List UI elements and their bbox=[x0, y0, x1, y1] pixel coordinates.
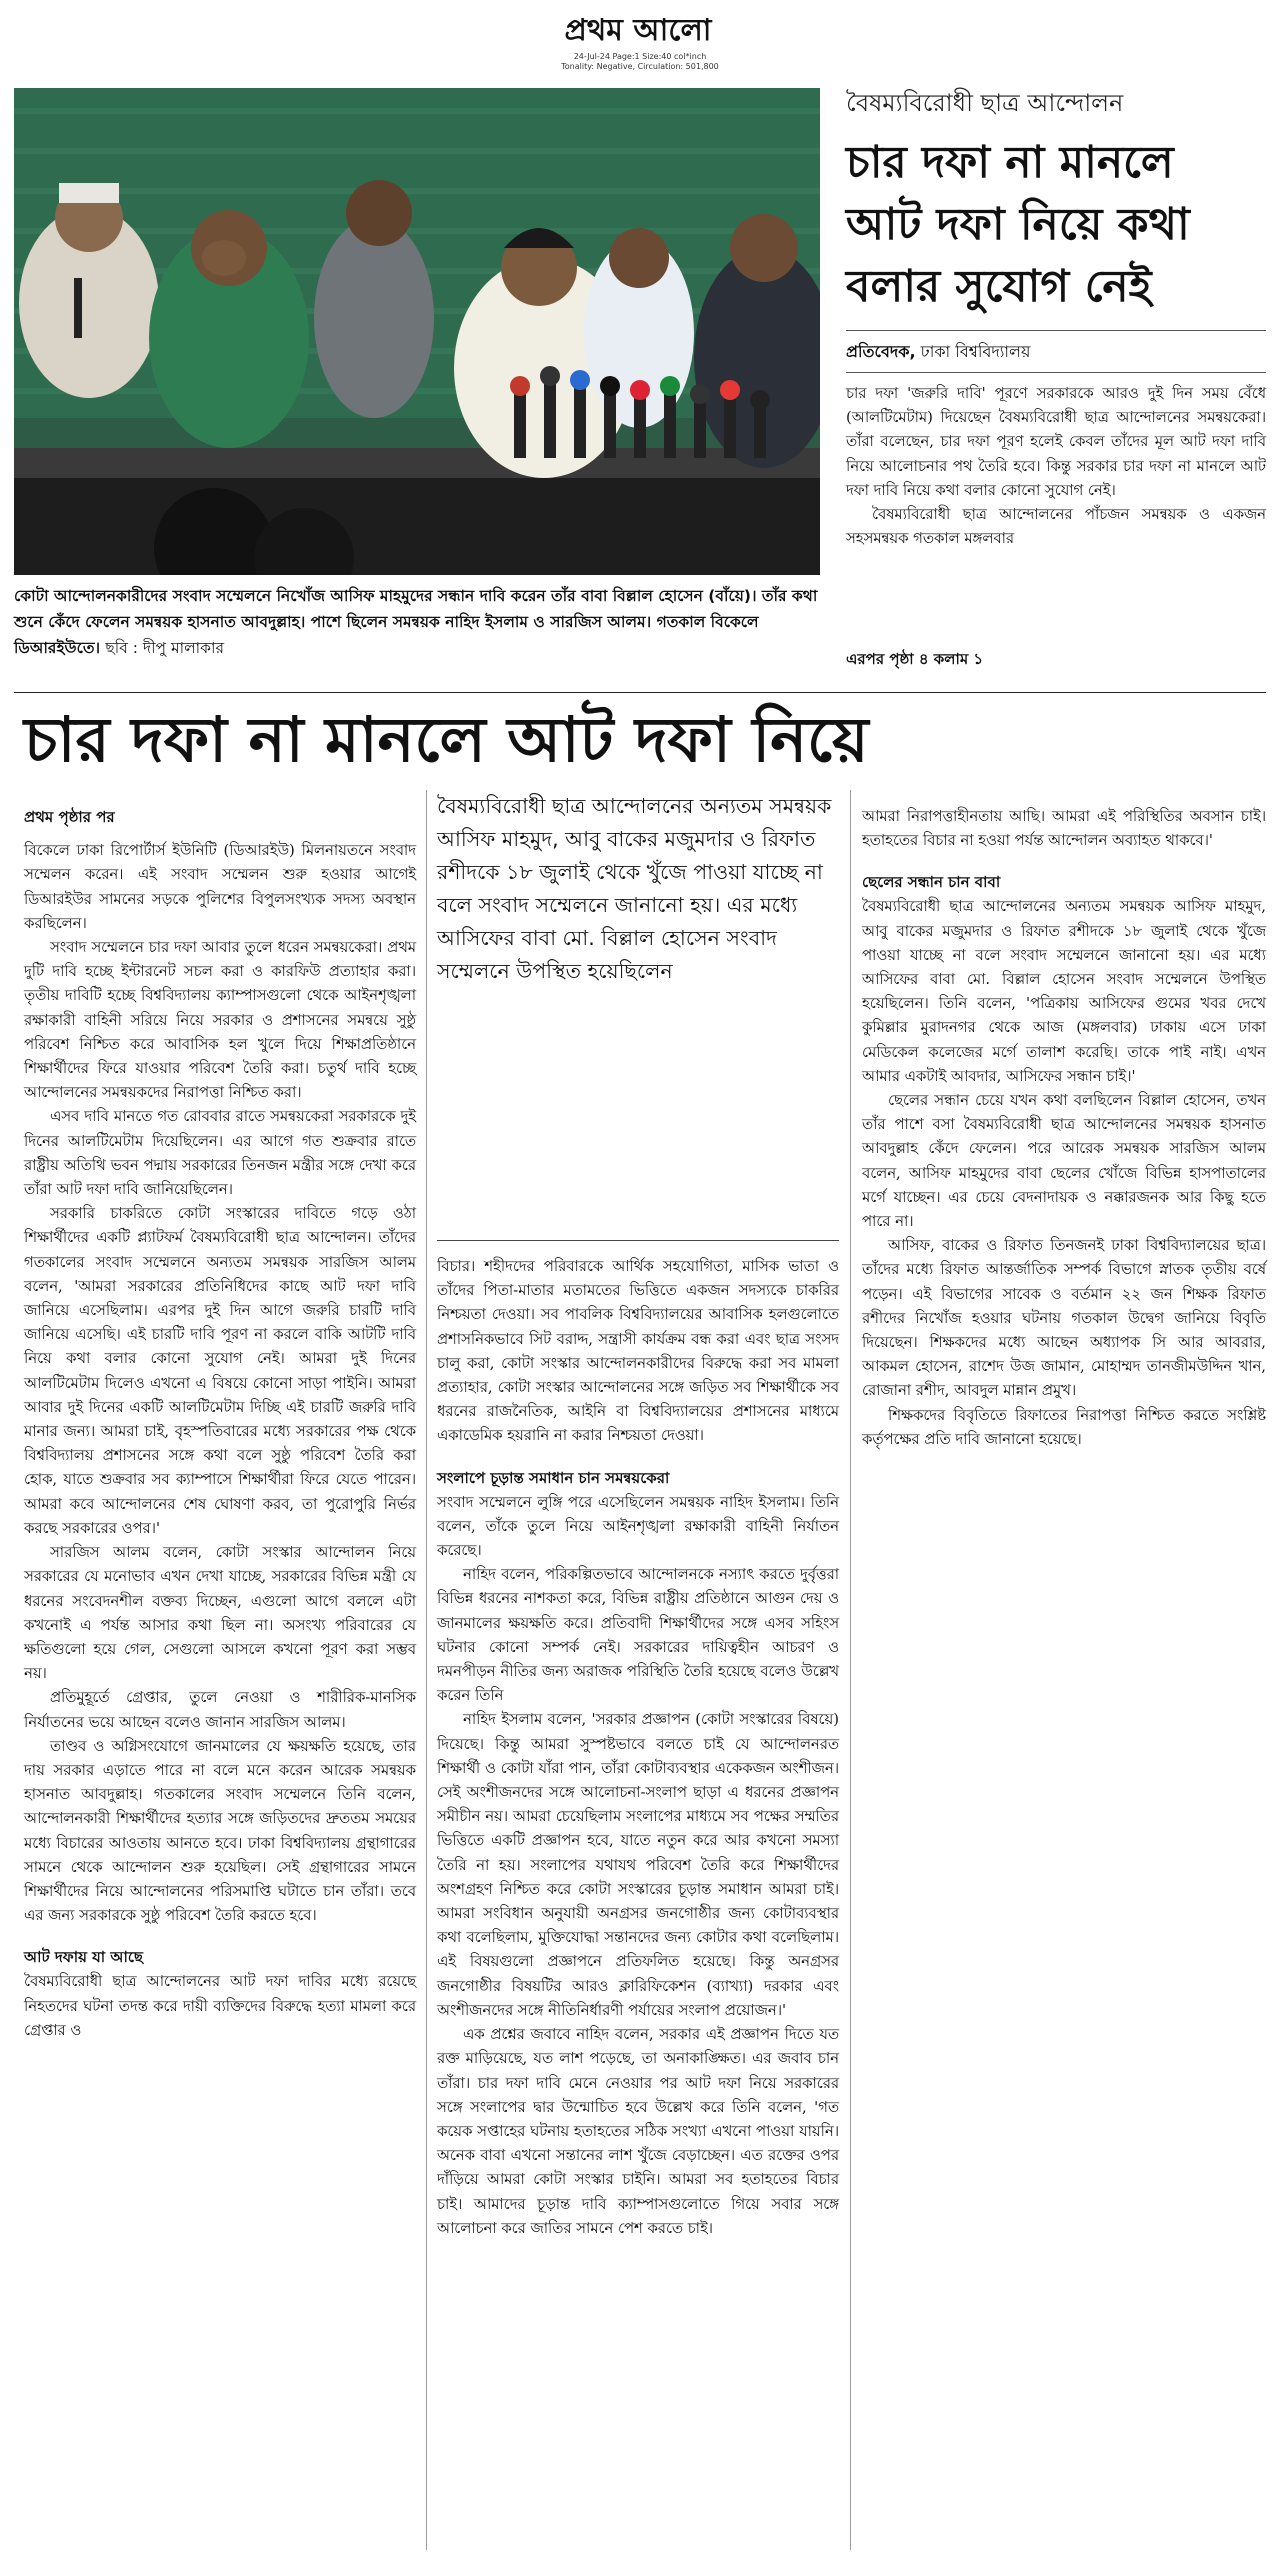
story-byline bbox=[846, 340, 1266, 364]
column-3 bbox=[862, 805, 1266, 1452]
press-photo-illustration bbox=[14, 88, 820, 575]
column-1 bbox=[24, 805, 416, 2043]
pull-quote: বৈষম্যবিরোধী ছাত্র আন্দোলনের অন্যতম সমন্বয়ক আসিফ মাহমুদ, আবু বাকের মজুমদার ও রিফাত রশীদকে ১৮ জুলাই থেকে খুঁজে পাওয়া যাচ্ছে না বলে সংবাদ সম্মেলনে জানানো হয়। এর মধ্যে আসিফের বাবা মো. বিল্লাল হোসেন সংবাদ সম্মেলনে উপস্থিত হয়েছিলেন bbox=[437, 794, 832, 983]
from-page-label: প্রথম পৃষ্ঠার পর bbox=[24, 808, 115, 826]
col1-paragraph-7: তাণ্ডব ও অগ্নিসংযোগে জানমালের যে ক্ষয়ক্ষতি হয়েছে, তার দায় সরকার এড়াতে পারে না বলে মনে করেন আরেক সমন্বয়ক হাসনাত আবদুল্লাহ। গতকালের সংবাদ সম্মেলনে তিনি বলেন, আন্দোলনকারী শিক্ষার্থীদের হত্যার সঙ্গে জড়িতদের দ্রুততম সময়ের মধ্যে বিচারের আওতায় আনতে হবে। ঢাকা বিশ্ববিদ্যালয় গ্রন্থাগারের সামনে থেকে আন্দোলন শুরু হয়েছিল। সেই গ্রন্থাগারের সামনে শিক্ষার্থীদের নিয়ে আন্দোলনের পরিসমাপ্তি ঘটাতে চান তাঁরা। তবে এর জন্য সরকারকে সুষ্ঠু পরিবেশ তৈরি করতে হবে। bbox=[24, 1737, 416, 1925]
press-conference-photo bbox=[14, 88, 820, 575]
column-2 bbox=[437, 1255, 839, 2241]
col3-paragraph-2: বৈষম্যবিরোধী ছাত্র আন্দোলনের অন্যতম সমন্বয়ক আসিফ মাহমুদ, আবু বাকের মজুমদার ও রিফাত রশীদকে ১৮ জুলাই থেকে খুঁজে পাওয়া যাচ্ছে না বলে সংবাদ সম্মেলনে জানানো হয়। এর মধ্যে আসিফের বাবা মো. বিল্লাল হোসেন সংবাদ সম্মেলনে উপস্থিত হয়েছিলেন। তিনি বলেন, 'পত্রিকায় আসিফের গুমের খবর দেখে কুমিল্লার মুরাদনগর থেকে আজ (মঙ্গলবার) ঢাকায় এসে ঢাকা মেডিকেল কলেজের মর্গে তালাশ করেছি। তাকে পাই নাই। এখন আমার একটাই আবদার, আসিফের সন্ধান চাই।' bbox=[862, 898, 1266, 1085]
col2-paragraph-2: সংবাদ সম্মেলনে লুঙ্গি পরে এসেছিলেন সমন্বয়ক নাহিদ ইসলাম। তিনি বলেন, তাঁকে তুলে নিয়ে আইনশৃঙ্খলা রক্ষাকারী বাহিনী নির্যাতন করেছে। bbox=[437, 1493, 839, 1560]
col2-paragraph-1: বিচার। শহীদদের পরিবারকে আর্থিক সহযোগিতা, মাসিক ভাতা ও তাঁদের পিতা-মাতার মতামতের ভিত্তিতে একজন সদস্যকে চাকরির নিশ্চয়তা দেওয়া। সব পাবলিক বিশ্ববিদ্যালয়ের আবাসিক হলগুলোতে প্রশাসনিকভাবে সিট বরাদ্দ, সন্ত্রাসী কার্যক্রম বন্ধ করা এবং ছাত্র সংসদ চালু করা, কোটা সংস্কার আন্দোলনকারীদের বিরুদ্ধে করা সব মামলা প্রত্যাহার, কোটা সংস্কার আন্দোলনের সঙ্গে জড়িত সব শিক্ষার্থীকে সব ধরনের রাজনৈতিক, আইনি বা বিশ্ববিদ্যালয়ের প্রশাসনের মাধ্যমে একাডেমিক হয়রানি না করার নিশ্চয়তা দেওয়া। bbox=[437, 1258, 839, 1445]
continuation-headline: চার দফা না মানলে আট দফা নিয়ে bbox=[24, 703, 869, 776]
column-divider-1 bbox=[426, 790, 427, 2550]
col2-paragraph-3: নাহিদ বলেন, পরিকল্পিতভাবে আন্দোলনকে নস্যাৎ করতে দুর্বৃত্তরা বিভিন্ন ধরনের নাশকতা করে, বিভিন্ন রাষ্ট্রীয় প্রতিষ্ঠানে আগুন দেয় ও জানমালের ক্ষয়ক্ষতি করে। প্রতিবাদী শিক্ষার্থীদের সঙ্গে এসব সহিংস ঘটনার কোনো সম্পর্ক নেই। সরকারের দায়িত্বহীন আচরণ ও দমনপীড়ন নীতির জন্য অরাজক পরিস্থিতি তৈরি হয়েছে বলেও উল্লেখ করেন তিনি bbox=[437, 1566, 839, 1705]
story-lead bbox=[846, 382, 1266, 551]
photo-caption bbox=[14, 583, 820, 661]
lead-paragraph-1: চার দফা 'জরুরি দাবি' পূরণে সরকারকে আরও দুই দিন সময় বেঁধে (আলটিমেটাম) দিয়েছেন বৈষম্যবিরোধী ছাত্র আন্দোলনের সমন্বয়কেরা। তাঁরা বলেছেন, চার দফা পূরণ হলেই কেবল তাঁদের মূল আট দফা দাবি নিয়ে আলোচনার পথ তৈরি হবে। কিন্তু সরকার চার দফা না মানলে আট দফা দাবি নিয়ে কথা বলার কোনো সুযোগ নেই। bbox=[846, 385, 1266, 499]
col1-subheading: আট দফায় যা আছে bbox=[24, 1948, 143, 1967]
col2-paragraph-5: এক প্রশ্নের জবাবে নাহিদ বলেন, সরকার এই প্রজ্ঞাপন দিতে যত রক্ত মাড়িয়েছে, যত লাশ পড়েছে, তা অনাকাঙ্ক্ষিত। এর জবাব চান তাঁরা। চার দফা দাবি মেনে নেওয়ার পর আট দফা নিয়ে সরকারের সঙ্গে সংলাপের দ্বার উন্মোচিত হবে উল্লেখ করে তিনি বলেন, 'গত কয়েক সপ্তাহের ঘটনায় হতাহতের সঠিক সংখ্যা এখনো পাওয়া যায়নি। অনেক বাবা এখনো সন্তানের লাশ খুঁজে বেড়াচ্ছেন। এত রক্তের ওপর দাঁড়িয়ে আমরা কোটা সংস্কার চাইনি। আমরা সব হতাহতের বিচার চাই। আমাদের চূড়ান্ত দাবি ক্যাম্পাসগুলোতে গিয়ে সবার সঙ্গে আলোচনা করে জাতির সামনে পেশ করতে চাই। bbox=[437, 2026, 839, 2237]
photo-caption-text: কোটা আন্দোলনকারীদের সংবাদ সম্মেলনে নিখোঁজ আসিফ মাহমুদের সন্ধান দাবি করেন তাঁর বাবা বিল্লাল হোসেন (বাঁয়ে)। তাঁর কথা শুনে কেঁদে ফেলেন সমন্বয়ক হাসনাত আবদুল্লাহ। পাশে ছিলেন সমন্বয়ক নাহিদ ইসলাম ও সারজিস আলম। গতকাল বিকেলে ডিআরইউতে। bbox=[14, 587, 818, 657]
lead-divider bbox=[846, 372, 1266, 373]
photo-credit: ছবি : দীপু মালাকার bbox=[105, 639, 224, 657]
col1-paragraph-1: বিকেলে ঢাকা রিপোর্টার্স ইউনিটি (ডিআরইউ) মিলনায়তনে সংবাদ সম্মেলন করেন। এই সংবাদ সম্মেলন শুরু হওয়ার আগেই ডিআরইউর সামনের সড়কে পুলিশের বিপুলসংখ্যক সদস্য অবস্থান করছিলেন। bbox=[24, 842, 416, 932]
col1-paragraph-8: বৈষম্যবিরোধী ছাত্র আন্দোলনের আট দফা দাবির মধ্যে রয়েছে নিহতদের ঘটনা তদন্ত করে দায়ী ব্যক্তিদের বিরুদ্ধে হত্যা মামলা করে গ্রেপ্তার ও bbox=[24, 1973, 416, 2039]
col3-paragraph-4: আসিফ, বাকের ও রিফাত তিনজনই ঢাকা বিশ্ববিদ্যালয়ের ছাত্র। তাঁদের মধ্যে রিফাত আন্তর্জাতিক সম্পর্ক বিভাগে স্নাতক তৃতীয় বর্ষে পড়েন। এই বিভাগের সাবেক ও বর্তমান ২২ জন শিক্ষক রিফাত রশীদের নিখোঁজ হওয়ার ঘটনায় গতকাল উদ্বেগ জানিয়ে বিবৃতি দিয়েছেন। শিক্ষকদের মধ্যে আছেন অধ্যাপক সি আর আবরার, আকমল হোসেন, রাশেদ উজ জামান, মোহাম্মদ তানজীমউদ্দিন খান, রোজানা রশীদ, আবদুল মান্নান প্রমুখ। bbox=[862, 1237, 1266, 1400]
newspaper-logo: প্রথম আলো bbox=[564, 13, 712, 48]
masthead bbox=[0, 0, 1276, 76]
pull-quote-rule bbox=[437, 1240, 839, 1241]
story-headline bbox=[846, 132, 1266, 318]
clipping-meta bbox=[540, 52, 740, 72]
col2-subheading: সংলাপে চূড়ান্ত সমাধান চান সমন্বয়কেরা bbox=[437, 1468, 670, 1487]
section-divider bbox=[14, 692, 1266, 693]
col1-paragraph-6: প্রতিমুহূর্তে গ্রেপ্তার, তুলে নেওয়া ও শারীরিক-মানসিক নির্যাতনের ভয়ে আছেন বলেও জানান সারজিস আলম। bbox=[24, 1689, 416, 1731]
col1-paragraph-4: সরকারি চাকরিতে কোটা সংস্কারের দাবিতে গড়ে ওঠা শিক্ষার্থীদের একটি প্ল্যাটফর্ম বৈষম্যবিরোধী ছাত্র আন্দোলন। তাঁদের গতকালের সংবাদ সম্মেলনে অন্যতম সমন্বয়ক সারজিস আলম বলেন, 'আমরা সরকারের প্রতিনিধিদের কাছে আট দফা দাবি জানিয়ে এসেছিলাম। এরপর দুই দিন আগে জরুরি চারটি দাবি জানিয়ে এসেছি। এই চারটি দাবি পূরণ না করলে বাকি আটটি দাবি নিয়ে কথা বলার কোনো সুযোগ নেই। আমরা দুই দিনের আলটিমেটাম দিলেও এখনো এ বিষয়ে কোনো সাড়া পাইনি। আমরা আবার দুই দিনের একটি আলটিমেটাম দিচ্ছি এই চারটি জরুরি দাবি মানার জন্য। আমরা চাই, বৃহস্পতিবারের মধ্যে সরকারের পক্ষ থেকে বিশ্ববিদ্যালয় প্রশাসনের সঙ্গে কথা বলে সুষ্ঠু পরিবেশ তৈরি করা হোক, যাতে শুক্রবার সব ক্যাম্পাসে শিক্ষার্থীরা ফিরে যেতে পারেন। আমরা কবে আন্দোলনের শেষ ঘোষণা করব, তা পুরোপুরি নির্ভর করছে সরকারের ওপর।' bbox=[24, 1205, 416, 1537]
meta-line-tonality: Tonality: Negative, Circulation: 501,800 bbox=[561, 62, 719, 71]
headline-line-1: চার দফা না মানলে bbox=[846, 137, 1174, 188]
headline-line-3: বলার সুযোগ নেই bbox=[846, 261, 1152, 312]
col3-subheading: ছেলের সন্ধান চান বাবা bbox=[862, 873, 1001, 892]
col2-paragraph-4: নাহিদ ইসলাম বলেন, 'সরকার প্রজ্ঞাপন (কোটা সংস্কারের বিষয়ে) দিয়েছে। কিন্তু আমরা সুস্পষ্টভাবে বলতে চাই যে আন্দোলনরত শিক্ষার্থী ও কোটা যাঁরা পান, তাঁরা কোটাব্যবস্থার একেকজন অংশীজন। সেই অংশীজনদের সঙ্গে আলোচনা-সংলাপ ছাড়া এ ধরনের প্রজ্ঞাপন সমীচীন নয়। আমরা চেয়েছিলাম সংলাপের মাধ্যমে সব পক্ষের সম্মতির ভিত্তিতে একটি প্রজ্ঞাপন হবে, যাতে নতুন করে আর কখনো সমস্যা তৈরি না হয়। সংলাপের যথাযথ পরিবেশ তৈরি করে শিক্ষার্থীদের অংশগ্রহণ নিশ্চিত করে কোটা সংস্কারের চূড়ান্ত সমাধান আমরা চাই। আমরা সংবিধান অনুযায়ী অনগ্রসর জনগোষ্ঠীর জন্য কোটাব্যবস্থার কথা বলেছিলাম, মুক্তিযোদ্ধা সন্তানদের জন্য কোটার কথা বলেছিলাম। এই বিষয়গুলো প্রজ্ঞাপনে প্রতিফলিত হয়েছে। কিন্তু অনগ্রসর জনগোষ্ঠীর বিষয়টির আরও ক্লারিফিকেশন (ব্যাখ্যা) দরকার এবং অংশীজনদের সঙ্গে নীতিনির্ধারণী পর্যায়ের সংলাপ প্রয়োজন।' bbox=[437, 1711, 839, 2019]
col1-paragraph-5: সারজিস আলম বলেন, কোটা সংস্কার আন্দোলন নিয়ে সরকারের যে মনোভাব এখন দেখা যাচ্ছে, সরকারের বিভিন্ন মন্ত্রী যে ধরনের সংবেদনশীল বক্তব্য দিচ্ছেন, এগুলো আগে বললে এটা কখনোই এ পর্যন্ত আসার কথা ছিল না। অসংখ্য পরিবারের যে ক্ষতিগুলো হয়ে গেল, সেগুলো আসলে কখনো পূরণ করা সম্ভব নয়। bbox=[24, 1544, 416, 1683]
story-kicker: বৈষম্যবিরোধী ছাত্র আন্দোলন bbox=[846, 89, 1124, 117]
jump-line: এরপর পৃষ্ঠা ৪ কলাম ১ bbox=[846, 650, 984, 668]
col3-paragraph-1: আমরা নিরাপত্তাহীনতায় আছি। আমরা এই পরিস্থিতির অবসান চাই। হতাহতের বিচার না হওয়া পর্যন্ত আন্দোলন অব্যাহত থাকবে।' bbox=[862, 808, 1266, 850]
col1-paragraph-3: এসব দাবি মানতে গত রোববার রাতে সমন্বয়কেরা সরকারকে দুই দিনের আলটিমেটাম দিয়েছিলেন। এর আগে গত শুক্রবার রাতে রাষ্ট্রীয় অতিথি ভবন পদ্মায় সরকারের তিনজন মন্ত্রীর সঙ্গে দেখা করে তাঁরা আট দফা দাবি জানিয়েছিলেন। bbox=[24, 1108, 416, 1199]
lead-paragraph-2: বৈষম্যবিরোধী ছাত্র আন্দোলনের পাঁচজন সমন্বয়ক ও একজন সহসমন্বয়ক গতকাল মঙ্গলবার bbox=[846, 506, 1266, 548]
byline-divider bbox=[846, 330, 1266, 331]
col1-paragraph-2: সংবাদ সম্মেলনে চার দফা আবার তুলে ধরেন সমন্বয়কেরা। প্রথম দুটি দাবি হচ্ছে ইন্টারনেট সচল করা ও কারফিউ প্রত্যাহার করা। তৃতীয় দাবিটি হচ্ছে বিশ্ববিদ্যালয় ক্যাম্পাসগুলো থেকে আইনশৃঙ্খলা রক্ষাকারী বাহিনী সরিয়ে নিয়ে সরকার ও প্রশাসনের সমন্বয়ে সুষ্ঠু পরিবেশ নিশ্চিত করে আবাসিক হল খুলে দিয়ে শিক্ষাপ্রতিষ্ঠানে শিক্ষার্থীদের ফিরে যাওয়ার পরিবেশ তৈরি করা। চতুর্থ দাবি হচ্ছে আন্দোলনের সমন্বয়কদের নিরাপত্তা নিশ্চিত করা। bbox=[24, 939, 416, 1102]
column-divider-2 bbox=[850, 790, 851, 2550]
meta-line-date: 24-Jul-24 Page:1 Size:40 col*inch bbox=[573, 52, 707, 61]
headline-line-2: আট দফা নিয়ে কথা bbox=[846, 199, 1190, 250]
byline-place: ঢাকা বিশ্ববিদ্যালয় bbox=[920, 342, 1031, 361]
col3-paragraph-3: ছেলের সন্ধান চেয়ে যখন কথা বলছিলেন বিল্লাল হোসেন, তখন তাঁর পাশে বসা বৈষম্যবিরোধী ছাত্র আন্দোলনের সমন্বয়ক হাসনাত আবদুল্লাহ কেঁদে ফেলেন। পরে আরেক সমন্বয়ক সারজিস আলম বলেন, আসিফ মাহমুদের বাবা ছেলের খোঁজে বিভিন্ন হাসপাতালের মর্গে যাচ্ছেন। এর চেয়ে বেদনাদায়ক ও নক্কারজনক আর কিছু হতে পারে না। bbox=[862, 1092, 1266, 1231]
col3-paragraph-5: শিক্ষকদের বিবৃতিতে রিফাতের নিরাপত্তা নিশ্চিত করতে সংশ্লিষ্ট কর্তৃপক্ষের প্রতি দাবি জানানো হয়েছে। bbox=[862, 1406, 1266, 1448]
byline-name: প্রতিবেদক, bbox=[846, 342, 916, 361]
